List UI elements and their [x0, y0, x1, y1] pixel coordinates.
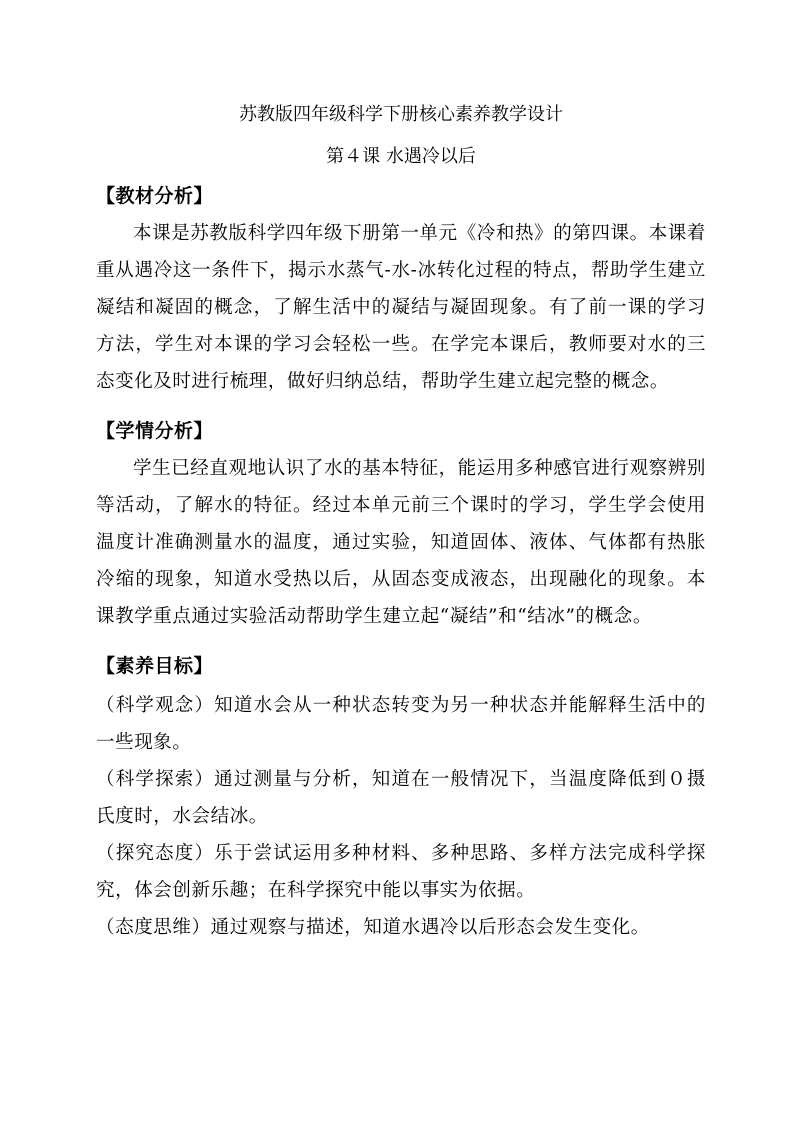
section-text-student-analysis: 学生已经直观地认识了水的基本特征，能运用多种感官进行观察辨别等活动，了解水的特征。经过本单元前三个课时的学习，学生学会使用温度计准确测量水的温度，通过实验，知道固体、液体、气体都有热胀冷缩的现象，知道水受热以后，从固态变成液态，出现融化的现象。本课教学重点通过实验活动帮助学生建立起“凝结”和“结冰”的概念。 — [96, 458, 707, 627]
goal-item-attitude-thinking: （态度思维）通过观察与描述，知道水遇冷以后形态会发生变化。 — [96, 917, 650, 938]
section-text-textbook-analysis: 本课是苏教版科学四年级下册第一单元《冷和热》的第四课。本课着重从遇冷这一条件下，揭示水蒸气-水-冰转化过程的特点，帮助学生建立凝结和凝固的概念，了解生活中的凝结与凝固现象。有了前一课的学习方法，学生对本课的学习会轻松一些。在学完本课后，教师要对水的三态变化及时进行梳理，做好归纳总结，帮助学生建立起完整的概念。 — [96, 223, 707, 392]
goal-item-inquiry-attitude: （探究态度）乐于尝试运用多种材料、多种思路、多样方法完成科学探究，体会创新乐趣；在科学探究中能以事实为依据。 — [96, 843, 706, 901]
lesson-title: 第４课 水遇冷以后 — [326, 146, 476, 167]
goal-item-scientific-inquiry: （科学探索）通过测量与分析，知道在一般情况下，当温度降低到０摄氏度时，水会结冰。 — [96, 769, 706, 827]
document-title: 苏教版四年级科学下册核心素养教学设计 — [239, 104, 563, 125]
section-heading-textbook-analysis: 【教材分析】 — [96, 185, 214, 207]
section-heading-student-analysis: 【学情分析】 — [96, 420, 214, 442]
document-page — [96, 97, 706, 946]
goals-list — [96, 687, 706, 946]
section-heading-literacy-goals: 【素养目标】 — [96, 655, 214, 677]
goal-item-scientific-concept: （科学观念）知道水会从一种状态转变为另一种状态并能解释生活中的一些现象。 — [96, 695, 706, 753]
